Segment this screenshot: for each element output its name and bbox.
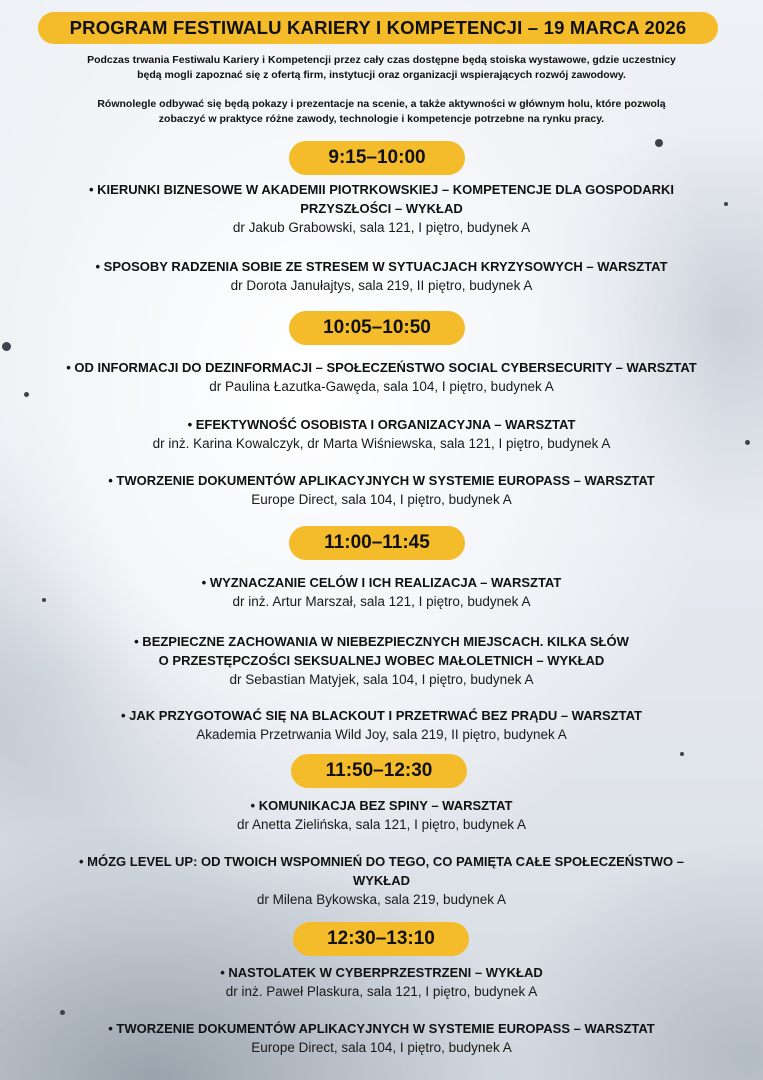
session-title: • EFEKTYWNOŚĆ OSOBISTA I ORGANIZACYJNA – WARSZTAT	[187, 417, 576, 432]
session-item	[10, 471, 753, 510]
session-title: • NASTOLATEK W CYBERPRZESTRZENI – WYKŁAD	[220, 965, 543, 980]
session-speaker: Europe Direct, sala 104, I piętro, budynek A	[251, 492, 512, 507]
time-slot-label: 9:15–10:00	[289, 141, 465, 175]
session-title: O PRZESTĘPCZOŚCI SEKSUALNEJ WOBEC MAŁOLETNICH – WYKŁAD	[158, 653, 605, 668]
session-speaker: dr Milena Bykowska, sala 219, budynek A	[256, 892, 507, 907]
session-speaker: dr inż. Karina Kowalczyk, dr Marta Wiśniewska, sala 121, I piętro, budynek A	[152, 436, 611, 451]
session-speaker: dr Sebastian Matyjek, sala 104, I piętro, budynek A	[229, 672, 534, 687]
time-slot-label: 11:00–11:45	[289, 526, 465, 560]
session-speaker: dr inż. Artur Marszał, sala 121, I piętro, budynek A	[232, 594, 531, 609]
session-title: WYKŁAD	[352, 873, 411, 888]
session-title: • WYZNACZANIE CELÓW I ICH REALIZACJA – WARSZTAT	[201, 575, 562, 590]
time-slot-label: 11:50–12:30	[291, 754, 467, 788]
session-title: • TWORZENIE DOKUMENTÓW APLIKACYJNYCH W SYSTEMIE EUROPASS – WARSZTAT	[108, 1021, 655, 1036]
session-title: • KOMUNIKACJA BEZ SPINY – WARSZTAT	[250, 798, 513, 813]
decorative-dot	[655, 139, 663, 147]
session-speaker: dr Dorota Janułajtys, sala 219, II piętro, budynek A	[230, 278, 533, 293]
intro-line: będą mogli zapoznać się z ofertą firm, instytucji oraz organizacji wspierających rozwój zawodowy.	[137, 69, 626, 81]
session-speaker: dr Anetta Zielińska, sala 121, I piętro, budynek A	[237, 817, 526, 832]
intro-line: Podczas trwania Festiwalu Kariery i Kompetencji przez cały czas dostępne będą stoiska wystawowe, gdzie uczestnicy	[87, 54, 676, 66]
session-speaker: dr inż. Paweł Plaskura, sala 121, I piętro, budynek A	[225, 984, 538, 999]
session-title: PRZYSZŁOŚCI – WYKŁAD	[300, 201, 463, 216]
session-title: • KIERUNKI BIZNESOWE W AKADEMII PIOTRKOWSKIEJ – KOMPETENCJE DLA GOSPODARKI	[88, 182, 674, 197]
session-item	[10, 963, 753, 1002]
intro-paragraph-1	[50, 53, 713, 83]
session-item	[10, 706, 753, 745]
session-title: • OD INFORMACJI DO DEZINFORMACJI – SPOŁECZEŃSTWO SOCIAL CYBERSECURITY – WARSZTAT	[66, 360, 697, 375]
session-title: • MÓZG LEVEL UP: OD TWOICH WSPOMNIEŃ DO TEGO, CO PAMIĘTA CAŁE SPOŁECZEŃSTWO –	[79, 854, 684, 869]
time-slot-label: 12:30–13:10	[293, 922, 469, 956]
session-title: • TWORZENIE DOKUMENTÓW APLIKACYJNYCH W SYSTEMIE EUROPASS – WARSZTAT	[108, 473, 655, 488]
page-title: PROGRAM FESTIWALU KARIERY I KOMPETENCJI – 19 MARCA 2026	[38, 12, 718, 44]
decorative-dot	[60, 1010, 65, 1015]
session-item	[10, 415, 753, 454]
intro-paragraph-2	[50, 97, 713, 127]
session-item	[10, 257, 753, 296]
session-item	[10, 1019, 753, 1058]
session-speaker: Akademia Przetrwania Wild Joy, sala 219, II piętro, budynek A	[196, 727, 567, 742]
session-speaker: dr Paulina Łazutka-Gawęda, sala 104, I piętro, budynek A	[209, 379, 554, 394]
session-item	[10, 180, 753, 238]
session-title: • SPOSOBY RADZENIA SOBIE ZE STRESEM W SYTUACJACH KRYZYSOWYCH – WARSZTAT	[95, 259, 668, 274]
intro-line: Równolegle odbywać się będą pokazy i prezentacje na scenie, a także aktywności w głównym holu, które pozwolą	[97, 98, 666, 110]
session-item	[10, 852, 753, 910]
session-speaker: Europe Direct, sala 104, I piętro, budynek A	[251, 1040, 512, 1055]
session-item	[10, 796, 753, 835]
intro-line: zobaczyć w praktyce różne zawody, technologie i kompetencje potrzebne na rynku pracy.	[158, 113, 605, 125]
decorative-dot	[680, 752, 684, 756]
time-slot-label: 10:05–10:50	[289, 311, 465, 345]
session-item	[10, 358, 753, 397]
session-title: • JAK PRZYGOTOWAĆ SIĘ NA BLACKOUT I PRZETRWAĆ BEZ PRĄDU – WARSZTAT	[121, 708, 642, 723]
session-speaker: dr Jakub Grabowski, sala 121, I piętro, budynek A	[232, 220, 531, 235]
decorative-dot	[2, 342, 11, 351]
session-title: • BEZPIECZNE ZACHOWANIA W NIEBEZPIECZNYCH MIEJSCACH. KILKA SŁÓW	[134, 634, 629, 649]
session-item	[10, 632, 753, 690]
session-item	[10, 573, 753, 612]
